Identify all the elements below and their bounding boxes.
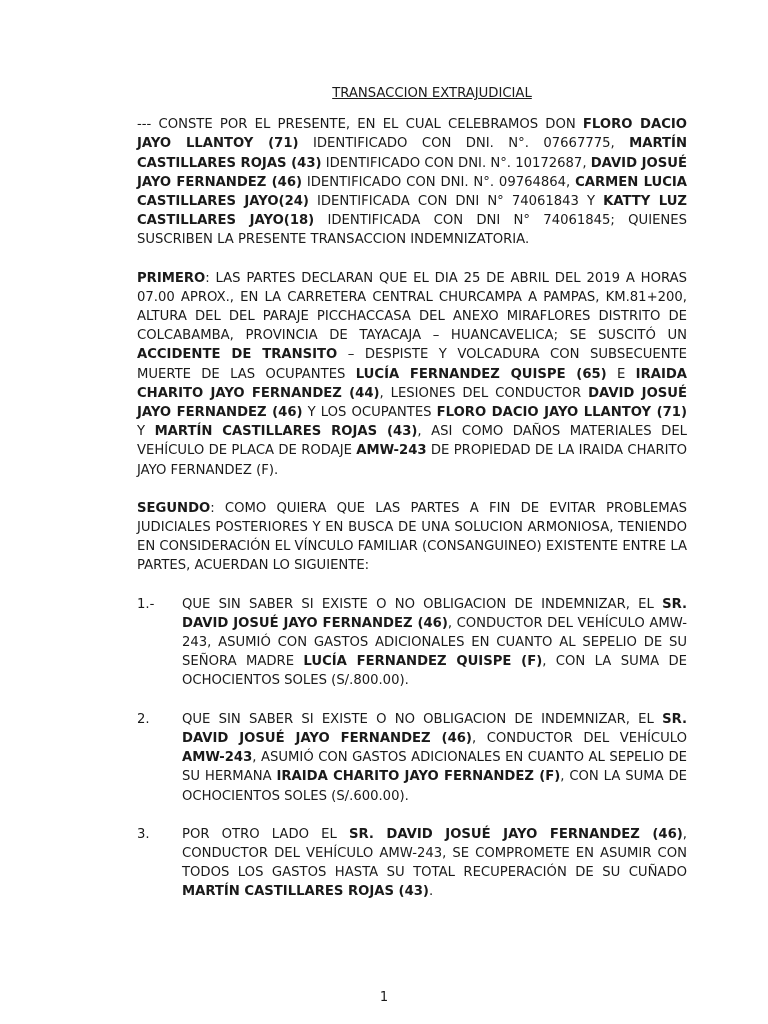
bold-text-run: MARTÍN CASTILLARES ROJAS (43) <box>154 424 418 440</box>
text-run: , CONDUCTOR DEL VEHÍCULO AMW-243, SE COMPROMETE EN ASUMIR CON TODOS LOS GASTOS HASTA SU TOTAL RECUPERACIÓN DE SU CUÑADO <box>182 826 687 881</box>
bold-text-run: MARTÍN CASTILLARES ROJAS (43) <box>137 136 687 171</box>
bold-text-run: PRIMERO <box>137 270 206 286</box>
text-run: , CON LA SUMA DE OCHOCIENTOS SOLES (S/.600.00). <box>182 769 688 804</box>
text-run: QUE SIN SABER SI EXISTE O NO OBLIGACION DE INDEMNIZAR, EL <box>182 711 663 727</box>
bold-text-run: IRAIDA CHARITO JAYO FERNANDEZ (44) <box>137 366 687 401</box>
text-run: , ASUMIÓ CON GASTOS ADICIONALES EN CUANTO AL SEPELIO DE SU HERMANA <box>182 750 687 785</box>
bold-text-run: LUCÍA FERNANDEZ QUISPE (65) <box>355 366 607 382</box>
bold-text-run: SEGUNDO <box>137 500 211 516</box>
text-run: E <box>606 366 636 382</box>
bold-text-run: AMW-243 <box>356 443 427 459</box>
text-run: IDENTIFICADO CON DNI. N°. 09764864, <box>302 174 576 190</box>
list-item-text <box>182 710 687 806</box>
text-run: , LESIONES DEL CONDUCTOR <box>379 385 589 401</box>
text-run: , CON LA SUMA DE OCHOCIENTOS SOLES (S/.800.00). <box>182 654 687 689</box>
text-run: POR OTRO LADO EL <box>182 826 349 842</box>
page-number: 1 <box>379 990 389 1005</box>
list-item-number: 1.- <box>137 596 155 612</box>
list-item-2 <box>137 710 687 806</box>
bold-text-run: DAVID JOSUÉ JAYO FERNANDEZ (46) <box>137 155 687 190</box>
bold-text-run: SR. DAVID JOSUÉ JAYO FERNANDEZ (46) <box>182 711 687 746</box>
text-run: Y <box>137 424 155 440</box>
text-run: , CONDUCTOR DEL VEHÍCULO <box>471 730 687 746</box>
bold-text-run: MARTÍN CASTILLARES ROJAS (43) <box>182 884 429 900</box>
list-item-text <box>182 825 687 902</box>
text-run: Y LOS OCUPANTES <box>302 405 437 421</box>
text-run: , CONDUCTOR DEL VEHÍCULO AMW-243, ASUMIÓ CON GASTOS ADICIONALES EN CUANTO AL SEPELIO DE SU SEÑORA MADRE <box>182 615 687 670</box>
bold-text-run: KATTY LUZ CASTILLARES JAYO(18) <box>137 194 687 229</box>
text-run: . <box>428 884 434 900</box>
list-item-3 <box>137 825 687 902</box>
bold-text-run: IRAIDA CHARITO JAYO FERNANDEZ (F) <box>276 769 561 785</box>
text-run: , ASI COMO DAÑOS MATERIALES DEL VEHÍCULO DE PLACA DE RODAJE <box>137 424 688 459</box>
intro-paragraph <box>137 115 687 249</box>
bold-text-run: FLORO DACIO JAYO LLANTOY (71) <box>436 405 688 421</box>
text-run: IDENTIFICADO CON DNI. N°. 07667775, <box>298 136 630 152</box>
list-item-number: 2. <box>137 711 150 727</box>
text-run: QUE SIN SABER SI EXISTE O NO OBLIGACION DE INDEMNIZAR, EL <box>182 596 663 612</box>
list-item-number: 3. <box>137 826 150 842</box>
bold-text-run: LUCÍA FERNANDEZ QUISPE (F) <box>303 654 543 670</box>
clause-segundo <box>137 499 687 576</box>
clause-primero <box>137 269 687 480</box>
bold-text-run: FLORO DACIO JAYO LLANTOY (71) <box>137 117 687 152</box>
bold-text-run: DAVID JOSUÉ JAYO FERNANDEZ (46) <box>137 385 687 421</box>
document-page <box>137 84 687 902</box>
text-run: DE PROPIEDAD DE LA IRAIDA CHARITO JAYO FERNANDEZ (F). <box>137 443 687 478</box>
list-item-text <box>182 595 687 691</box>
text-run: : LAS PARTES DECLARAN QUE EL DIA 25 DE ABRIL DEL 2019 A HORAS 07.00 APROX., EN LA CARRETERA CENTRAL CHURCAMPA A PAMPAS, KM.81+200, ALTURA DEL DEL PARAJE PICCHACCASA DEL ANEXO MIRAFLORES DISTRITO DE COLCABAMBA, PROVINCIA DE TAYACAJA – HUANCAVELICA; SE SUSCITÓ UN <box>137 270 687 344</box>
text-run: IDENTIFICADA CON DNI N° 74061845; QUIENES SUSCRIBEN LA PRESENTE TRANSACCION INDEMNIZATORIA. <box>137 213 687 248</box>
bold-text-run: SR. DAVID JOSUÉ JAYO FERNANDEZ (46) <box>182 596 687 631</box>
text-run: IDENTIFICADO CON DNI. N°. 10172687, <box>321 155 591 171</box>
bold-text-run: ACCIDENTE DE TRANSITO <box>137 347 338 363</box>
text-run: : COMO QUIERA QUE LAS PARTES A FIN DE EVITAR PROBLEMAS JUDICIALES POSTERIORES Y EN BUSCA DE UNA SOLUCION ARMONIOSA, TENIENDO EN CONSIDERACIÓN EL VÍNCULO FAMILIAR (CONSANGUINEO) EXISTENTE ENTRE LA PARTES, ACUERDAN LO SIGUIENTE: <box>137 500 687 574</box>
bold-text-run: AMW-243 <box>182 750 253 766</box>
document-title: TRANSACCION EXTRAJUDICIAL <box>332 86 532 101</box>
bold-text-run: CARMEN LUCIA CASTILLARES JAYO(24) <box>137 174 688 210</box>
list-item-1 <box>137 595 687 691</box>
text-run: --- CONSTE POR EL PRESENTE, EN EL CUAL CELEBRAMOS DON <box>137 117 583 133</box>
text-run: – DESPISTE Y VOLCADURA CON SUBSECUENTE MUERTE DE LAS OCUPANTES <box>137 347 687 382</box>
bold-text-run: SR. DAVID JOSUÉ JAYO FERNANDEZ (46) <box>348 826 683 842</box>
text-run: IDENTIFICADA CON DNI N° 74061843 Y <box>308 194 604 210</box>
